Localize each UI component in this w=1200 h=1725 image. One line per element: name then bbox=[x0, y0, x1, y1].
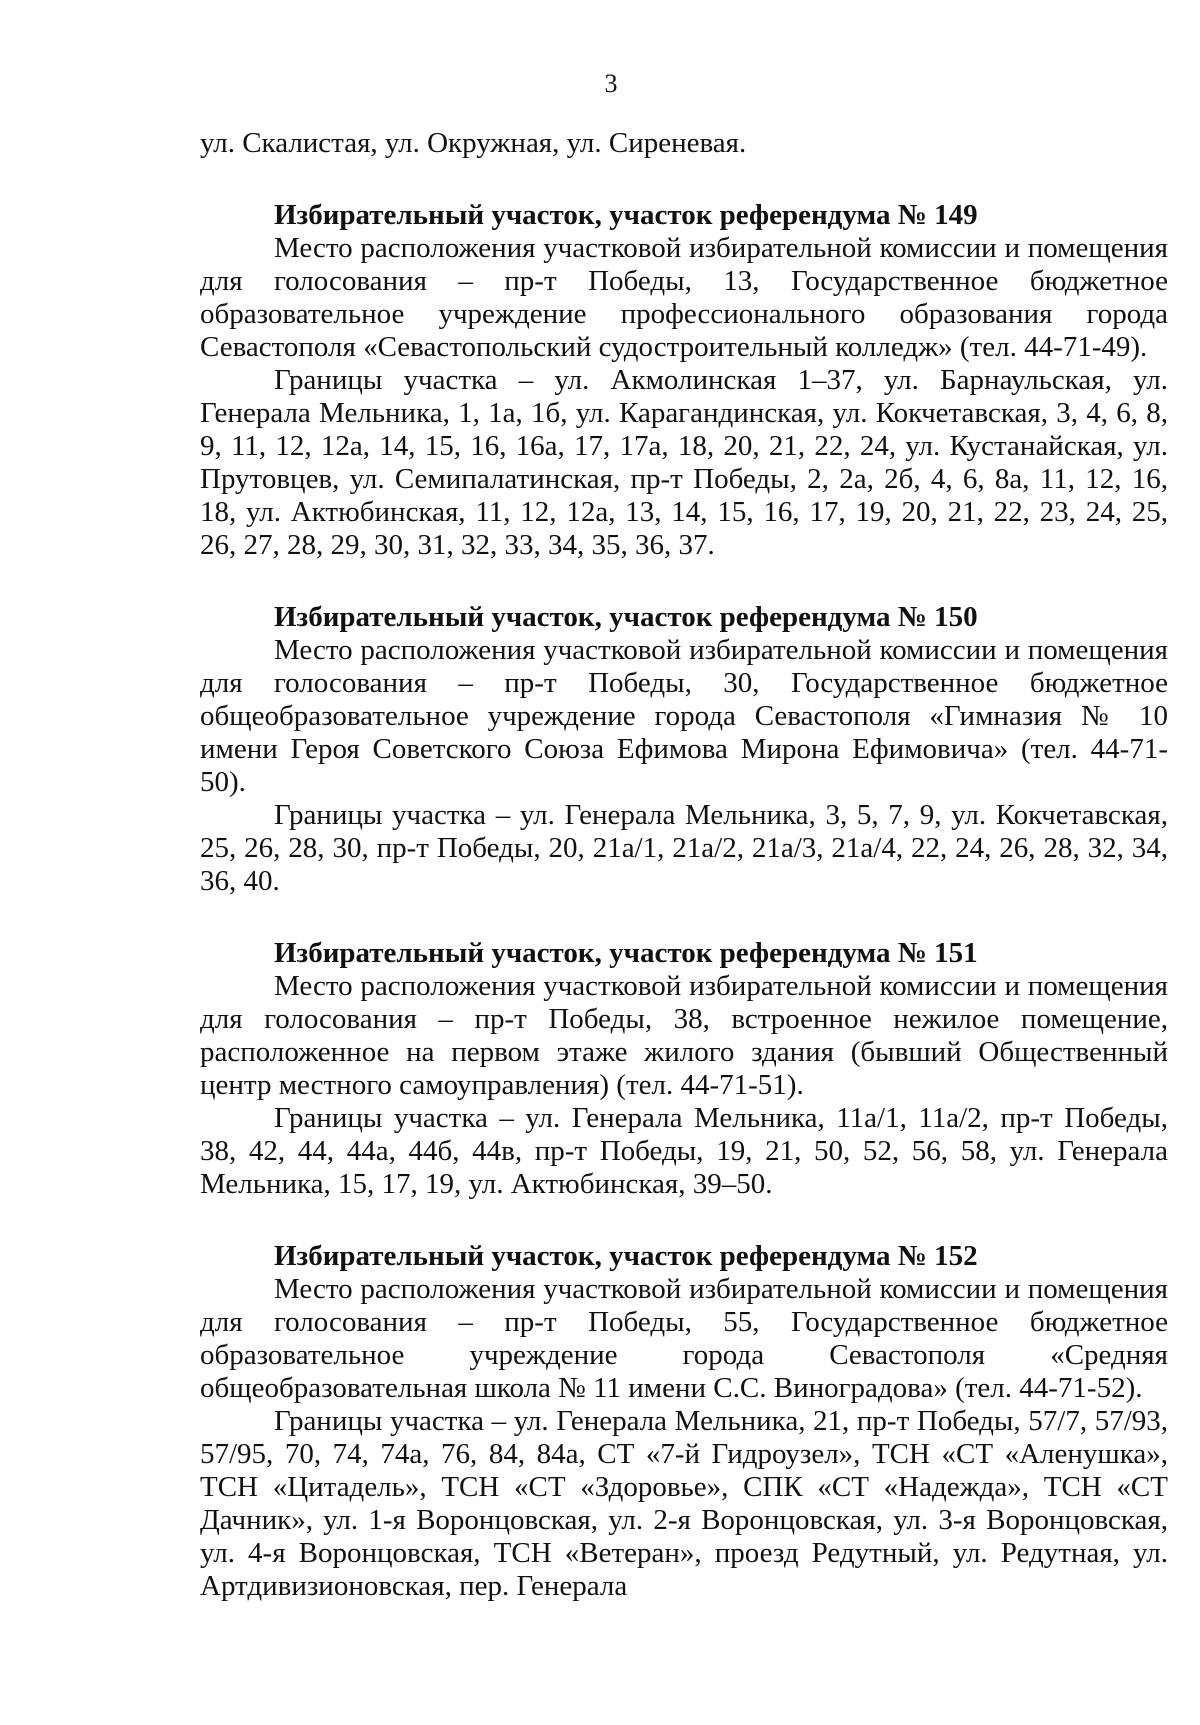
section-boundaries: Границы участка – ул. Генерала Мельника, 11а/1, 11а/2, пр-т Победы, 38, 42, 44, 44а, 44б, 44в, пр-т Победы, 19, 21, 50, 52, 56, 58, ул. Генерала Мельника, 15, 17, 19, ул. Актюбинская, 39–50. bbox=[200, 1102, 1168, 1200]
section-location: Место расположения участковой избирательной комиссии и помещения для голосования – пр-т Победы, 30, Государственное бюджетное общеобразовательное учреждение города Севастополя «Гимназия № 10 имени Героя Советского Союза Ефимова Мирона Ефимовича» (тел. 44-71-50). bbox=[200, 634, 1168, 798]
page-number: 3 bbox=[604, 69, 618, 98]
section-location: Место расположения участковой избирательной комиссии и помещения для голосования – пр-т Победы, 55, Государственное бюджетное образовательное учреждение города Севастополя «Средняя общеобразовательная школа № 11 имени С.С. Виноградова» (тел. 44-71-52). bbox=[200, 1273, 1168, 1404]
section-boundaries: Границы участка – ул. Акмолинская 1–37, ул. Барнаульская, ул. Генерала Мельника, 1, 1а, 1б, ул. Карагандинская, ул. Кокчетавская, 3, 4, 6, 8, 9, 11, 12, 12а, 14, 15, 16, 16а, 17, 17а, 18, 20, 21, 22, 24, ул. Кустанайская, ул. Прутовцев, ул. Семипалатинская, пр-т Победы, 2, 2а, 2б, 4, 6, 8а, 11, 12, 16, 18, ул. Актюбинская, 11, 12, 12а, 13, 14, 15, 16, 17, 19, 20, 21, 22, 23, 24, 25, 26, 27, 28, 29, 30, 31, 32, 33, 34, 35, 36, 37. bbox=[200, 364, 1168, 561]
section-heading: Избирательный участок, участок референдума № 151 bbox=[274, 937, 978, 969]
intro-line: ул. Скалистая, ул. Окружная, ул. Сиреневая. bbox=[200, 127, 747, 159]
section-heading: Избирательный участок, участок референдума № 152 bbox=[274, 1240, 978, 1272]
section-location: Место расположения участковой избирательной комиссии и помещения для голосования – пр-т Победы, 38, встроенное нежилое помещение, расположенное на первом этаже жилого здания (бывший Общественный центр местного самоуправления) (тел. 44-71-51). bbox=[200, 970, 1168, 1101]
section-151 bbox=[200, 937, 1168, 1201]
section-149 bbox=[200, 199, 1168, 562]
section-location: Место расположения участковой избирательной комиссии и помещения для голосования – пр-т Победы, 13, Государственное бюджетное образовательное учреждение профессионального образования города Севастополя «Севастопольский судостроительный колледж» (тел. 44-71-49). bbox=[200, 232, 1168, 363]
section-boundaries: Границы участка – ул. Генерала Мельника, 3, 5, 7, 9, ул. Кокчетавская, 25, 26, 28, 30, пр-т Победы, 20, 21а/1, 21а/2, 21а/3, 21а/4, 22, 24, 26, 28, 32, 34, 36, 40. bbox=[200, 799, 1168, 897]
document-body bbox=[200, 127, 1168, 1603]
section-150 bbox=[200, 601, 1168, 898]
section-152 bbox=[200, 1240, 1168, 1603]
section-heading: Избирательный участок, участок референдума № 150 bbox=[274, 601, 978, 633]
section-heading: Избирательный участок, участок референдума № 149 bbox=[274, 199, 978, 231]
section-boundaries: Границы участка – ул. Генерала Мельника, 21, пр-т Победы, 57/7, 57/93, 57/95, 70, 74, 74а, 76, 84, 84а, СТ «7-й Гидроузел», ТСН «СТ «Аленушка», ТСН «Цитадель», ТСН «СТ «Здоровье», СПК «СТ «Надежда», ТСН «СТ Дачник», ул. 1-я Воронцовская, ул. 2-я Воронцовская, ул. 3-я Воронцовская, ул. 4-я Воронцовская, ТСН «Ветеран», проезд Редутный, ул. Редутная, ул. Артдивизионовская, пер. Генерала bbox=[200, 1405, 1168, 1602]
